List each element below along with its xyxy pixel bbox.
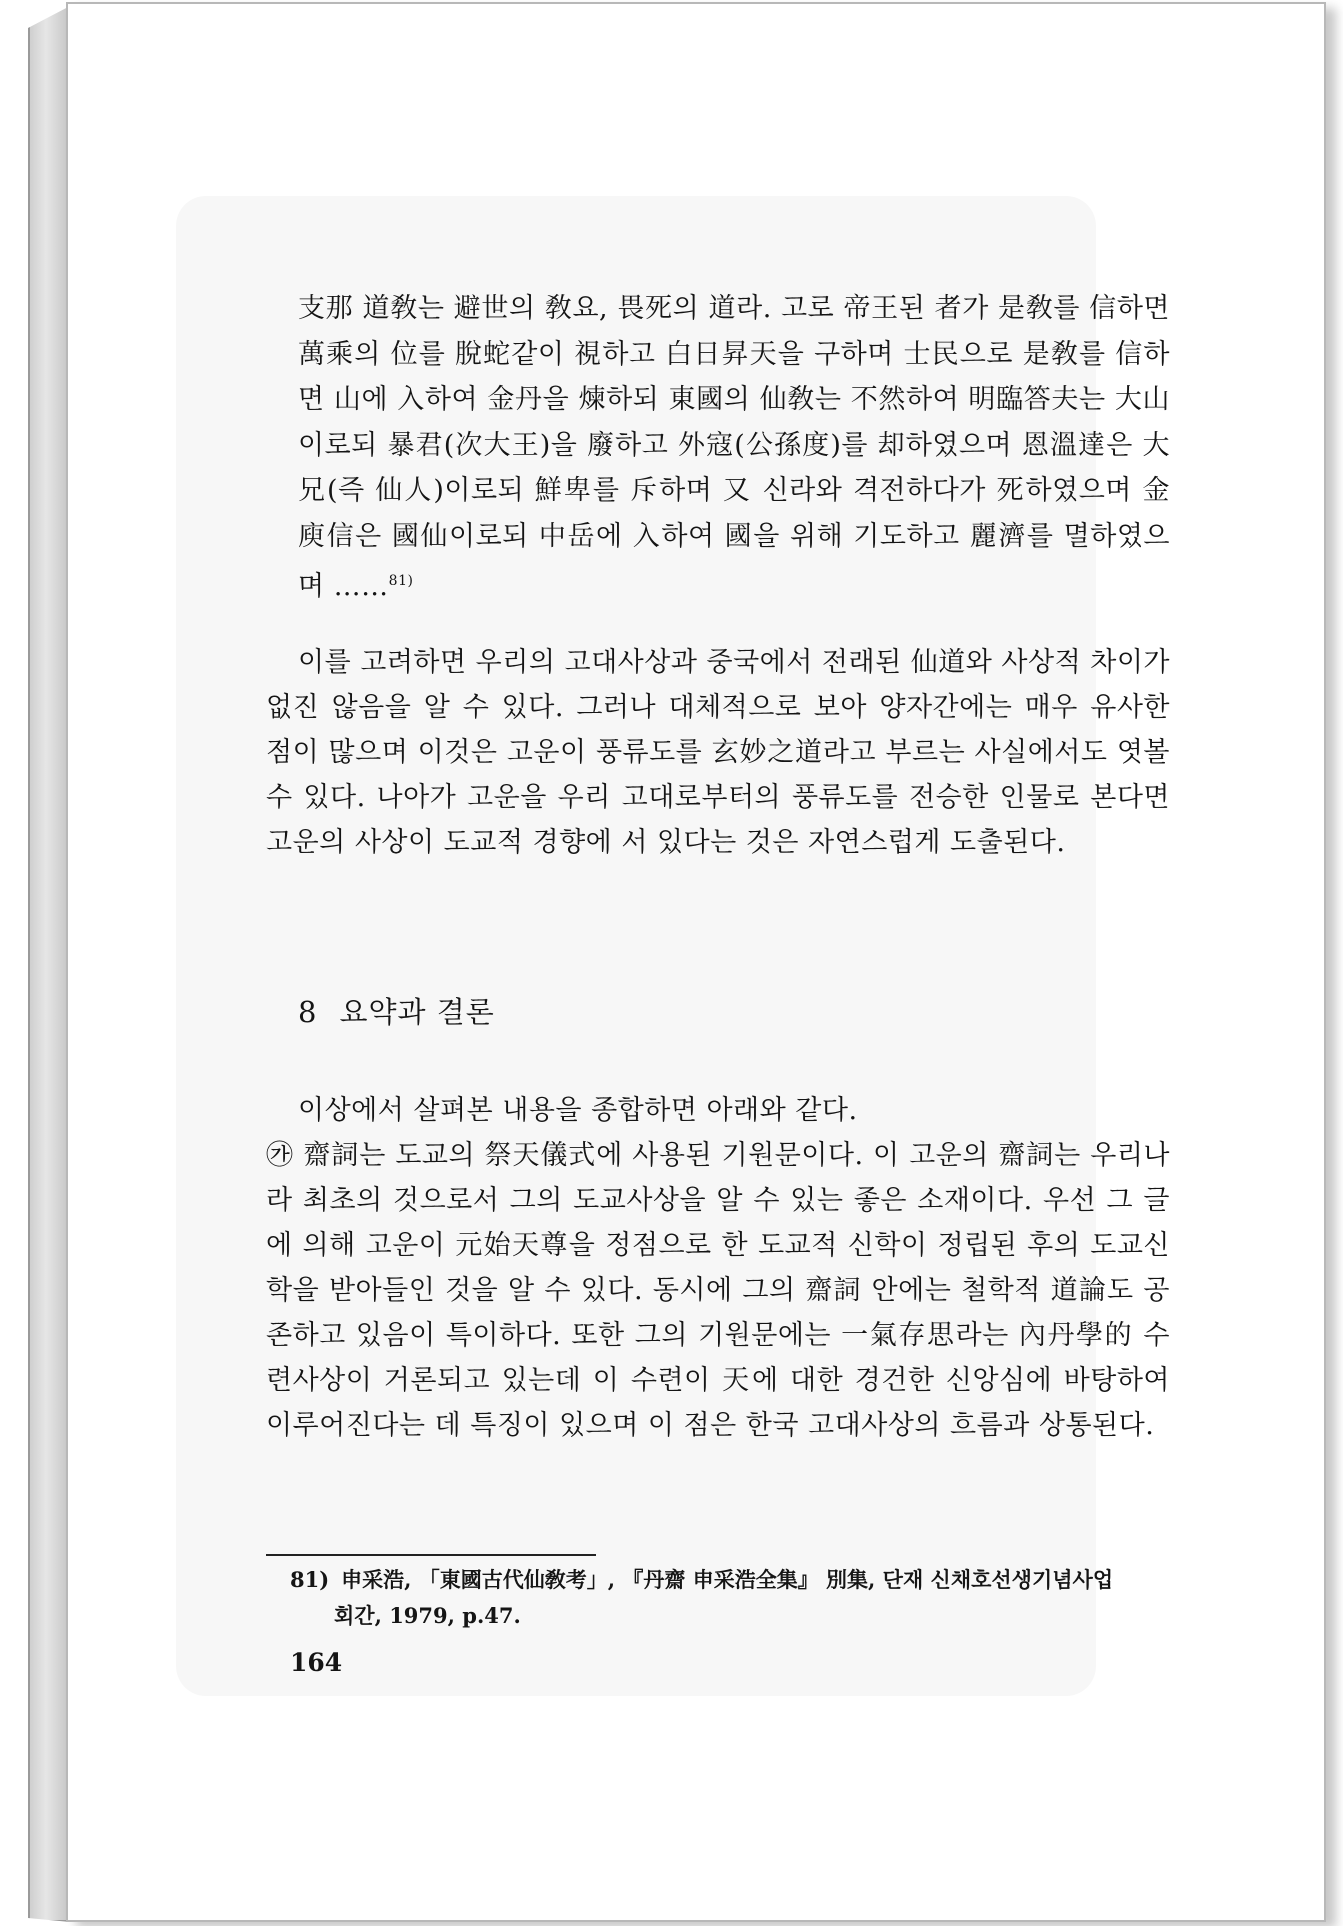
section-title: 요약과 결론: [339, 995, 495, 1029]
footnote: [290, 1562, 1170, 1634]
footnote-line-2: 회간, 1979, p.47.: [334, 1603, 521, 1628]
footnote-ref: 81): [388, 573, 414, 589]
section-heading: [298, 990, 495, 1031]
summary-intro: 이상에서 살펴본 내용을 종합하면 아래와 같다.: [298, 1095, 858, 1126]
footnote-divider: [266, 1554, 596, 1556]
body-paragraph-2: [266, 1088, 1170, 1448]
block-quote: [298, 286, 1170, 610]
body-paragraph-1: 이를 고려하면 우리의 고대사상과 중국에서 전래된 仙道와 사상적 차이가 없진 않음을 알 수 있다. 그러나 대체적으로 보아 양자간에는 매우 유사한 점이 많으며 이것은 고운이 풍류도를 玄妙之道라고 부르는 사실에서도 엿볼 수 있다. 나아가 고운을 우리 고대로부터의 풍류도를 전승한 인물로 본다면 고운의 사상이 도교적 경향에 서 있다는 것은 자연스럽게 도출된다.: [266, 647, 1170, 858]
page-number: 164: [290, 1648, 343, 1677]
block-quote-text: 支那 道敎는 避世의 敎요, 畏死의 道라. 고로 帝王된 者가 是敎를 信하면 萬乘의 位를 脫蛇같이 視하고 白日昇天을 구하며 士民으로 是敎를 信하면 山에 入하여 金丹을 煉하되 東國의 仙敎는 不然하여 明臨答夫는 大山이로되 暴君(次大王)을 廢하고 外寇(公孫度)를 却하였으며 恩溫達은 大兄(즉 仙人)이로되 鮮卑를 斥하며 又 신라와 격전하다가 死하였으며 金庾信은 國仙이로되 中岳에 入하여 國을 위해 기도하고 麗濟를 멸하였으며 ……: [298, 293, 1170, 602]
summary-item-a: ㉮ 齋詞는 도교의 祭天儀式에 사용된 기원문이다. 이 고운의 齋詞는 우리나라 최초의 것으로서 그의 도교사상을 알 수 있는 좋은 소재이다. 우선 그 글에 의해 고운이 元始天尊을 정점으로 한 도교적 신학이 정립된 후의 도교신학을 받아들인 것을 알 수 있다. 동시에 그의 齋詞 안에는 철학적 道論도 공존하고 있음이 특이하다. 또한 그의 기원문에는 一氣存思라는 內丹學的 수련사상이 거론되고 있는데 이 수련이 天에 대한 경건한 신앙심에 바탕하여 이루어진다는 데 특징이 있으며 이 점은 한국 고대사상의 흐름과 상통된다.: [266, 1140, 1170, 1441]
footnote-number: 81): [290, 1567, 330, 1592]
footnote-line-1: 申采浩, 「東國古代仙敎考」, 『丹齋 申采浩全集』 別集, 단재 신채호선생기념사업: [341, 1567, 1114, 1592]
book-spine-edge: [28, 6, 70, 1922]
section-number: 8: [298, 995, 318, 1029]
